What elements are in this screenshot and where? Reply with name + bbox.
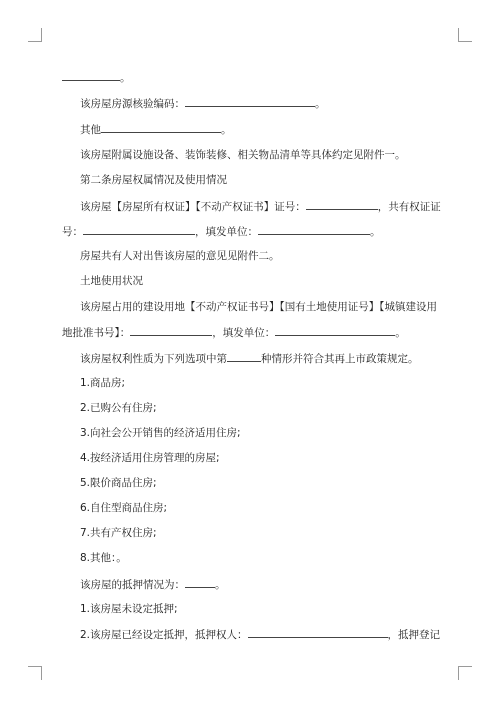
text-line-other: 其他 。 — [80, 124, 232, 136]
text-line-certificate-number: 该房屋【房屋所有权证】【不动产权证书】证号： ，共有权证证 — [80, 201, 441, 213]
blank-field — [258, 224, 370, 235]
text-line-attachment-one: 该房屋附属设施设备、装饰装修、相关物品清单等具体约定见附件一。 — [80, 149, 406, 161]
text-line-land-certificate: 该房屋占用的建设用地【不动产权证书号】【国有土地使用证号】【城镇建设用 — [80, 301, 437, 313]
option-3: 3.向社会公开销售的经济适用住房; — [80, 427, 241, 439]
option-6: 6.自住型商品住房; — [80, 502, 168, 514]
text-line-1: 。 — [62, 70, 131, 85]
mortgage-option-2: 2.该房屋已经设定抵押，抵押权人： ，抵押登记 — [80, 629, 441, 641]
text-line-mortgage-status: 该房屋的抵押情况为： 。 — [80, 579, 226, 591]
text-line-co-ownership: 号： ，填发单位： 。 — [62, 226, 381, 238]
text-line-co-owner-opinion: 房屋共有人对出售该房屋的意见见附件二。 — [80, 250, 280, 262]
blank-field — [101, 122, 221, 133]
blank-field — [62, 70, 120, 81]
text-line-land-approval: 地批准书号】： ，填发单位： 。 — [62, 327, 406, 339]
crop-mark-bottom-left — [28, 666, 42, 680]
subheading-land-use: 土地使用状况 — [80, 275, 143, 287]
blank-field — [275, 325, 395, 336]
crop-mark-top-left — [28, 28, 42, 42]
section-heading-article-two: 第二条房屋权属情况及使用情况 — [80, 174, 227, 186]
option-1: 1.商品房; — [80, 377, 126, 389]
crop-mark-bottom-right — [458, 666, 472, 680]
option-4: 4.按经济适用住房管理的房屋; — [80, 452, 220, 464]
mortgage-option-1: 1.该房屋未设定抵押; — [80, 603, 178, 615]
blank-field — [306, 199, 378, 210]
blank-field — [227, 351, 261, 362]
crop-mark-top-right — [458, 28, 472, 42]
blank-field — [248, 627, 388, 638]
blank-field — [185, 577, 215, 588]
text-line-right-nature: 该房屋权利性质为下列选项中第 种情形并符合其再上市政策规定。 — [80, 353, 419, 365]
blank-field — [130, 325, 212, 336]
blank-field — [185, 96, 315, 107]
option-8: 8.其他：。 — [80, 552, 127, 564]
option-7: 7.共有产权住房; — [80, 527, 157, 539]
option-2: 2.已购公有住房; — [80, 402, 157, 414]
text-line-listing-code: 该房屋房源核验编码： 。 — [80, 98, 326, 110]
option-5: 5.限价商品住房; — [80, 477, 157, 489]
blank-field — [83, 224, 195, 235]
